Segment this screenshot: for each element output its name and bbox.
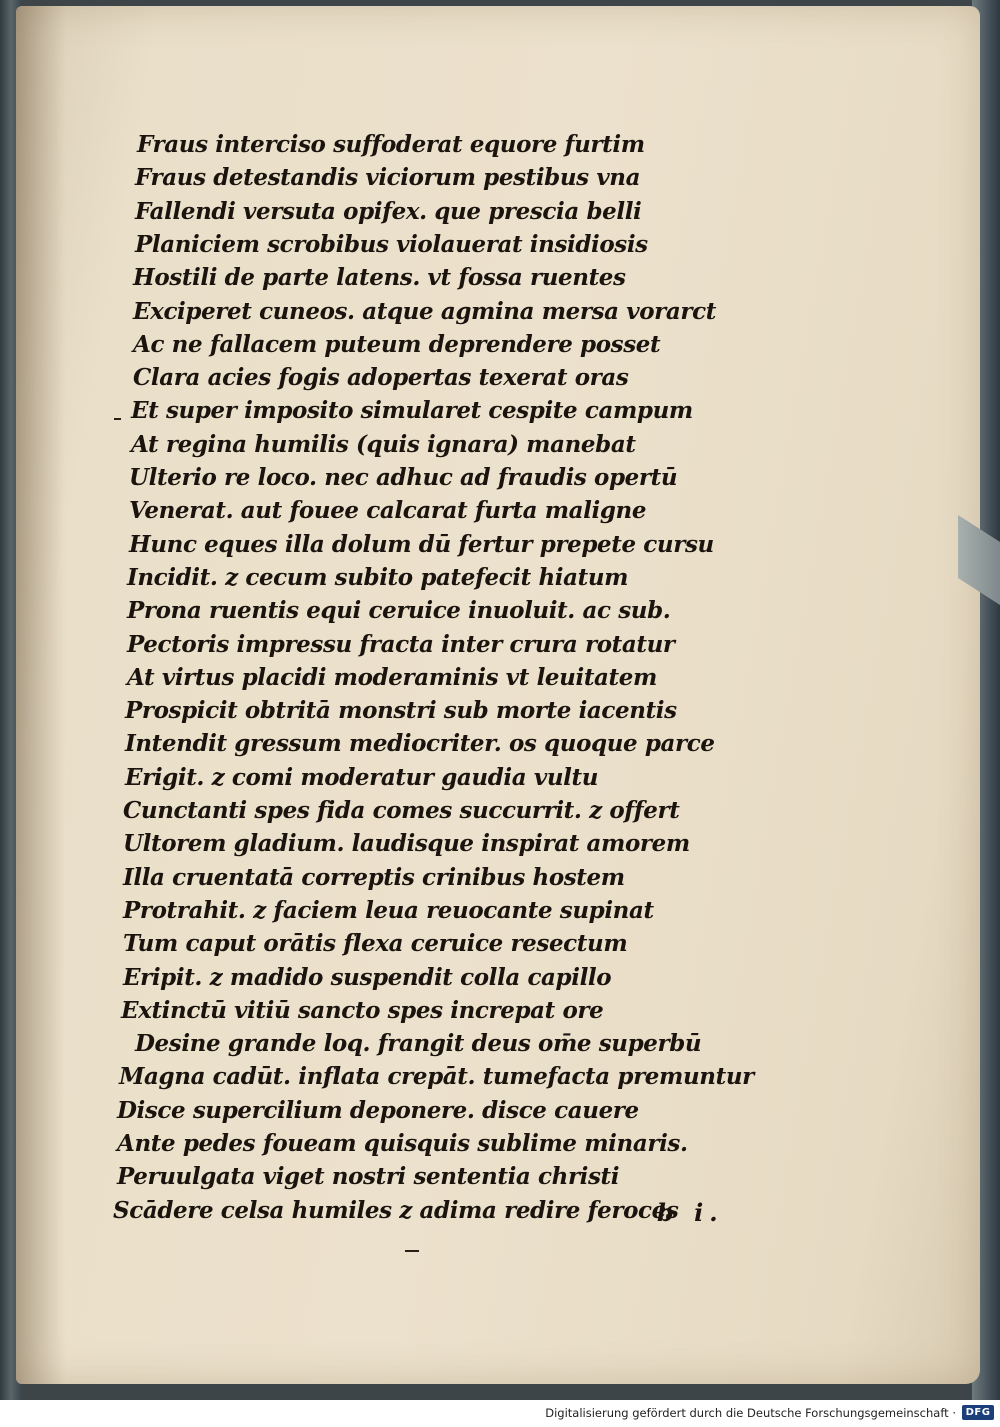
verse-line: Clara acies fogis adopertas texerat oras: [133, 364, 629, 392]
funding-credit-text: Digitalisierung gefördert durch die Deutsche Forschungsgemeinschaft: [545, 1406, 949, 1420]
verse-line: Exciperet cuneos. atque agmina mersa vorarct: [133, 297, 716, 325]
page-gutter-shadow: [16, 6, 66, 1384]
verse-line: At virtus placidi moderaminis vt leuitatem: [127, 663, 657, 691]
verse-line: Fraus interciso suffoderat equore furtim: [137, 131, 645, 158]
verse-line: Ultorem gladium. laudisque inspirat amorem: [123, 830, 690, 858]
verse-line: Illa cruentatā correptis crinibus hostem: [123, 863, 625, 891]
verse-line: Ulterio re loco. nec adhuc ad fraudis opertū: [129, 464, 678, 491]
verse-line: Et super imposito simularet cespite campum: [131, 397, 693, 425]
verse-line: Desine grande loq. frangit deus om̄e superbū: [135, 1030, 702, 1058]
verse-line: Extinctū vitiū sancto spes increpat ore: [121, 996, 604, 1024]
verse-line: Protrahit. z faciem leua reuocante supinat: [123, 896, 654, 924]
verse-line: Disce supercilium deponere. disce cauere: [117, 1096, 639, 1124]
dfg-logo-icon: DFG: [962, 1405, 994, 1420]
margin-mark: [114, 418, 121, 420]
verse-line: Cunctanti spes fida comes succurrit. z offert: [123, 797, 680, 824]
verse-line: Tum caput orātis flexa ceruice resectum: [123, 930, 628, 958]
verse-line: Scādere celsa humiles z adima redire feroces: [113, 1196, 679, 1224]
credit-separator: ·: [952, 1406, 956, 1420]
verse-line: Erigit. z comi moderatur gaudia vultu: [125, 763, 599, 791]
verse-line: Ante pedes foueam quisquis sublime minaris.: [117, 1130, 688, 1157]
verse-line: Ac ne fallacem puteum deprendere posset: [133, 330, 661, 358]
verse-line: Prona ruentis equi ceruice inuoluit. ac sub.: [127, 597, 671, 625]
verse-line: Hostili de parte latens. vt fossa ruentes: [133, 264, 626, 292]
verse-line: Incidit. z cecum subito patefecit hiatum: [127, 563, 629, 591]
credit-bar: [0, 1400, 1000, 1427]
footer-mark: [405, 1250, 419, 1252]
verse-line: Hunc eques illa dolum dū fertur prepete cursu: [129, 530, 714, 558]
verse-line: Fallendi versuta opifex. que prescia belli: [135, 197, 642, 225]
verse-line: Peruulgata viget nostri sententia christi: [117, 1163, 620, 1191]
verse-line: Fraus detestandis viciorum pestibus vna: [135, 164, 641, 192]
verse-line: Planiciem scrobibus violauerat insidiosis: [135, 230, 648, 258]
verse-line: Magna cadūt. inflata crepāt. tumefacta premuntur: [119, 1063, 754, 1091]
signature-mark: b i.: [657, 1198, 724, 1227]
verse-line: Prospicit obtritā monstri sub morte iacentis: [125, 697, 677, 725]
verse-line: Venerat. aut fouee calcarat furta maligne: [129, 497, 647, 525]
funding-credit: [545, 1406, 956, 1420]
verse-line: Eripit. z madido suspendit colla capillo: [123, 963, 612, 991]
verse-line: At regina humilis (quis ignara) manebat: [131, 430, 636, 458]
verse-line: Intendit gressum mediocriter. os quoque parce: [125, 730, 715, 758]
verse-line: Pectoris impressu fracta inter crura rotatur: [127, 630, 675, 658]
